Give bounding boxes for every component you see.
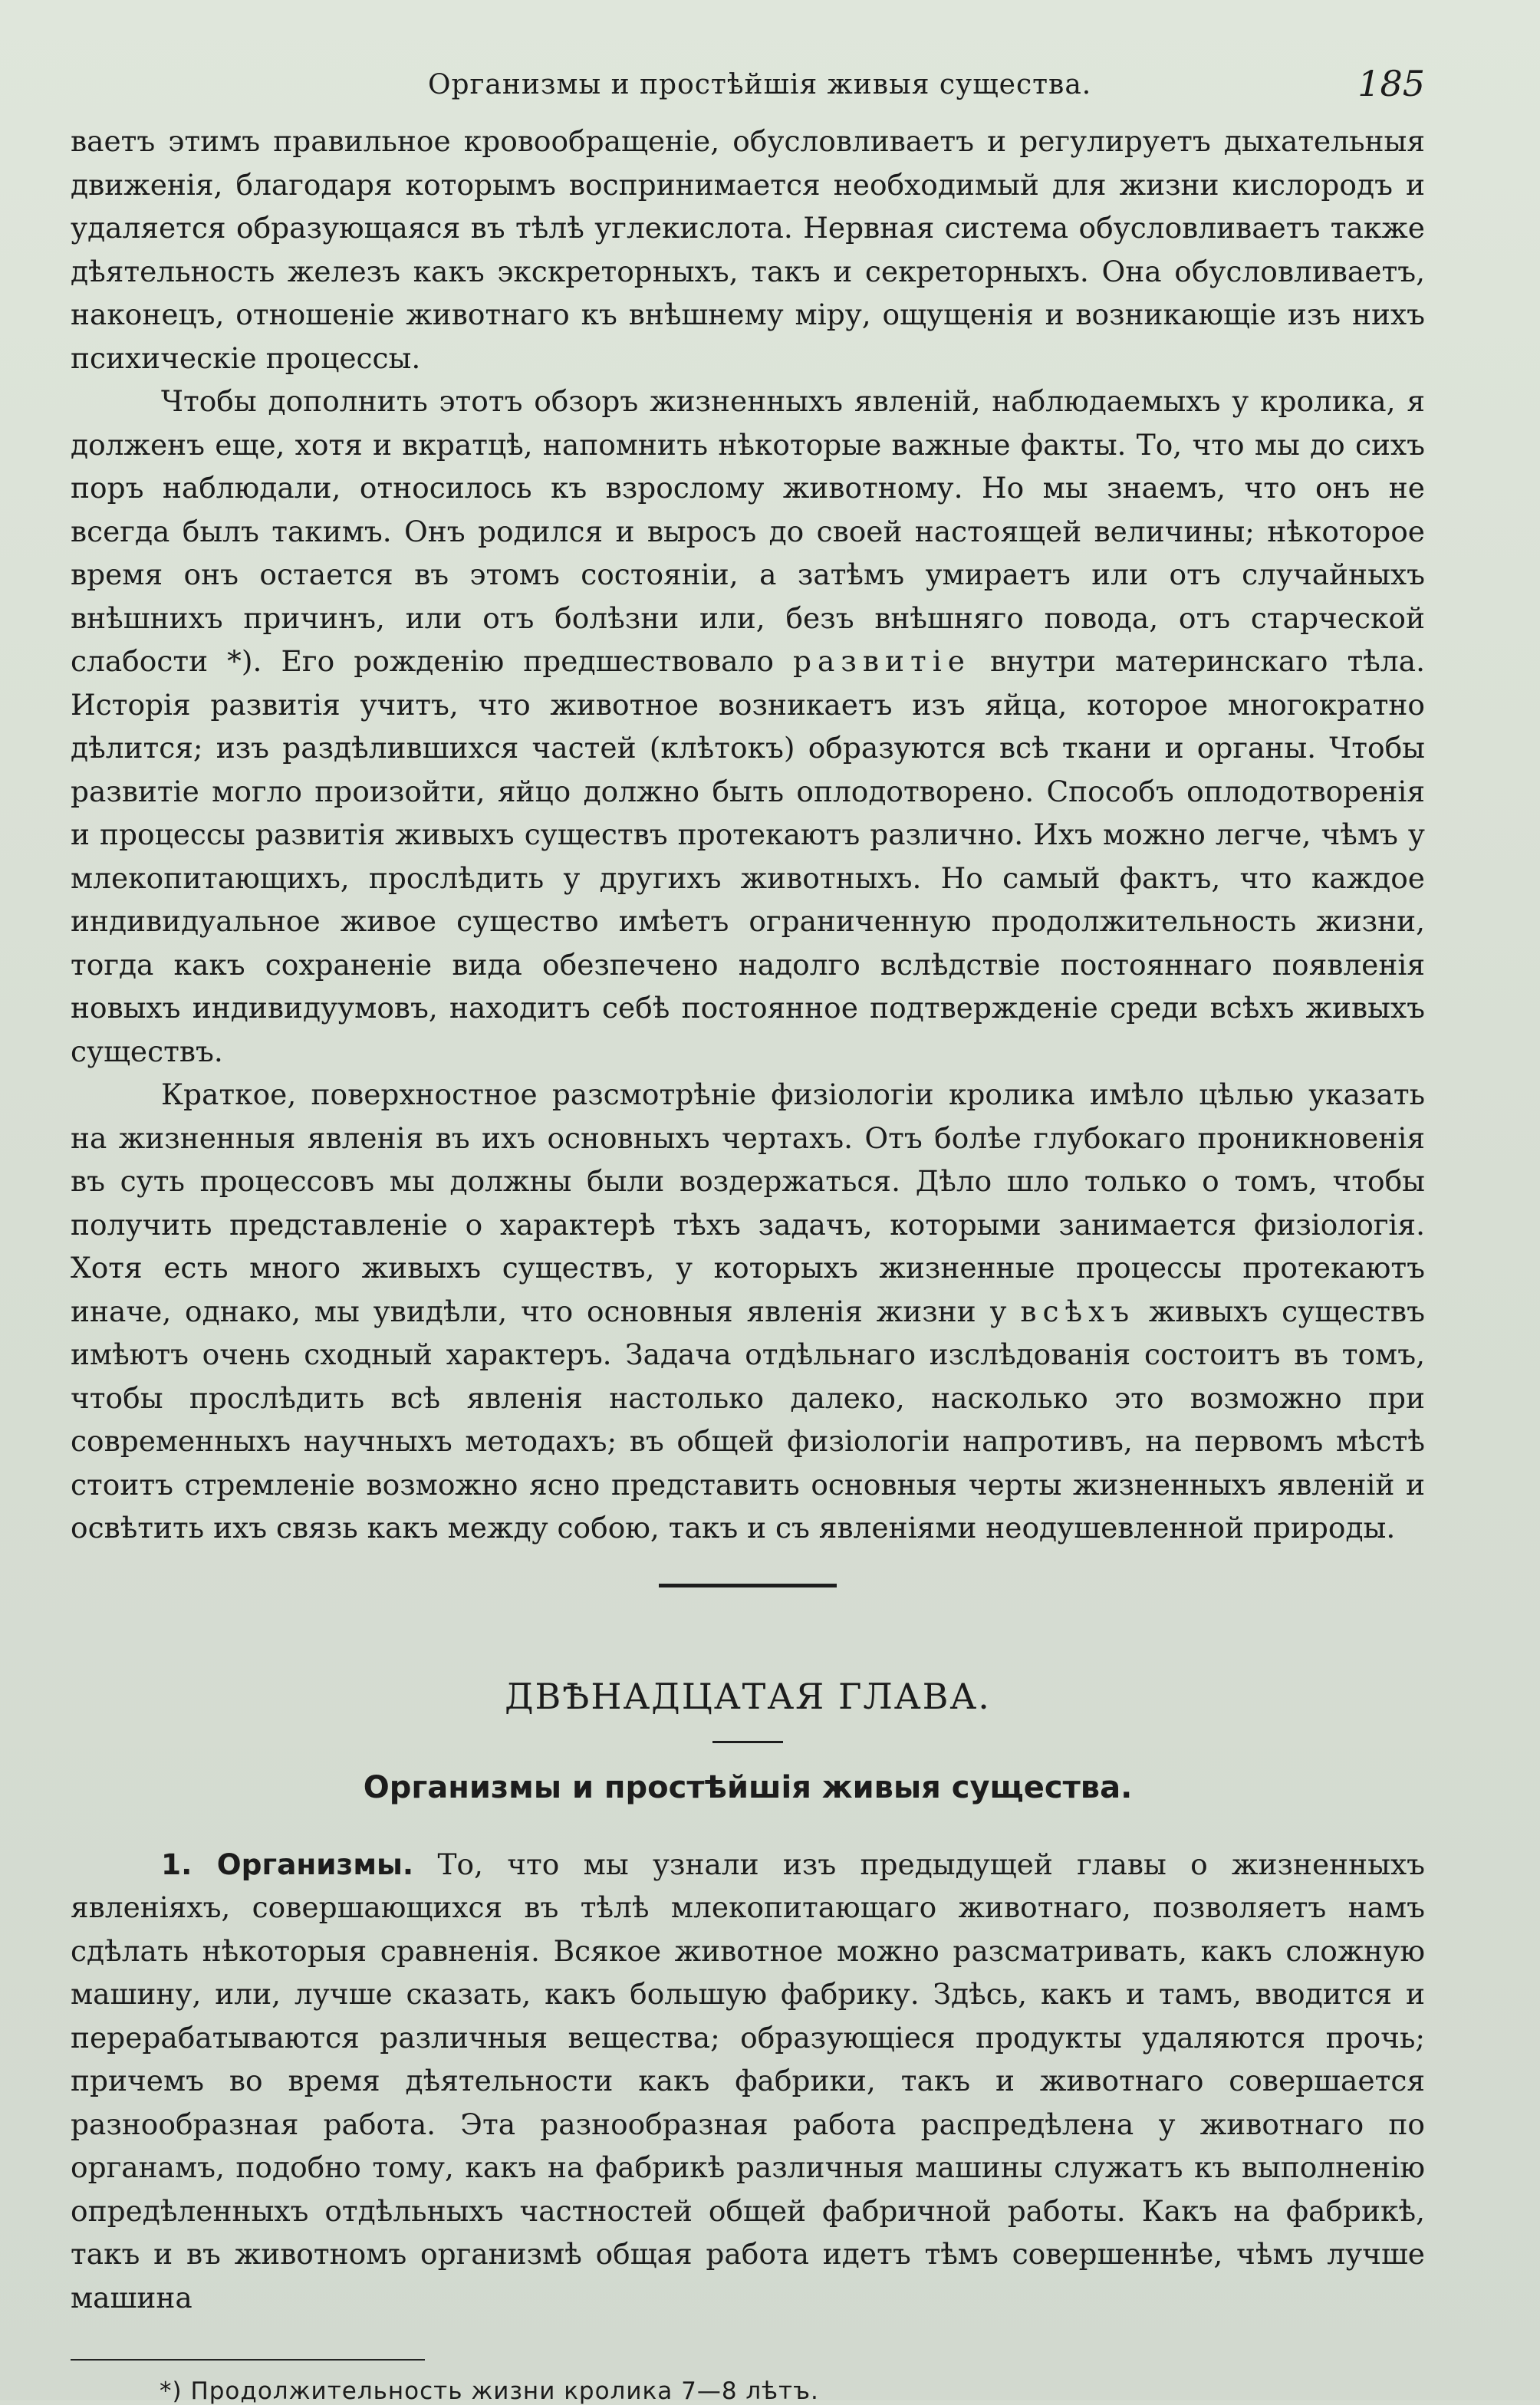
paragraph-2-part-1: Чтобы дополнить этотъ обзоръ жизненныхъ явленій, наблюдаемыхъ у кролика, я долженъ еще, хотя и вкратцѣ, напомнить нѣкоторые важные факты. То, что мы до сихъ поръ наблюдали, относилось къ взрослому животному. Но мы знаемъ, что онъ не всегда былъ такимъ. Онъ родился и выросъ до своей настоящей величины; нѣкоторое время онъ остается въ этомъ состояніи, а затѣмъ умираетъ или отъ случайныхъ внѣшнихъ причинъ, или отъ болѣзни или, безъ внѣшняго повода, отъ старческой слабости *). Его рожденію предшествовало xyxy=(71,384,1425,678)
running-header xyxy=(71,63,1425,117)
paragraph-3-part-1: Краткое, поверхностное разсмотрѣніе физіологіи кролика имѣло цѣлью указать на жизненныя явленія въ ихъ основныхъ чертахъ. Отъ болѣе глубокаго проникновенія въ суть процессовъ мы должны были воздержаться. Дѣло шло только о томъ, чтобы получить представленіе о характерѣ тѣхъ задачъ, которыми занимается физіологія. Хотя есть много живыхъ существъ, у которыхъ жизненные процессы протекаютъ иначе, однако, мы увидѣли, что основныя явленія жизни у xyxy=(71,1077,1425,1328)
footnote: *) Продолжительность жизни кролика 7—8 лѣтъ. xyxy=(160,2377,819,2405)
paragraph-2-part-2: внутри материнскаго тѣла. Исторія развитія учитъ, что животное возникаетъ изъ яйца, которое многократно дѣлится; изъ раздѣлившихся частей (клѣтокъ) образуются всѣ ткани и органы. Чтобы развитіе могло произойти, яйцо должно быть оплодотворено. Способъ оплодотворенія и процессы развитія живыхъ существъ протекаютъ различно. Ихъ можно легче, чѣмъ у млекопитающихъ, прослѣдить у другихъ животныхъ. Но самый фактъ, что каждое индивидуальное живое существо имѣетъ ограниченную продолжительность жизни, тогда какъ сохраненіе вида обезпечено надолго вслѣдствіе постояннаго появленія новыхъ индивидуумовъ, находитъ себѣ постоянное подтвержденіе среди всѣхъ живыхъ существъ. xyxy=(71,644,1425,1068)
page-number: 185 xyxy=(1357,63,1425,104)
emphasized-word-development: развитіе xyxy=(793,644,971,678)
section-divider xyxy=(659,1584,837,1587)
section-paragraph-text: То, что мы узнали изъ предыдущей главы о жизненныхъ явленіяхъ, совершающихся въ тѣлѣ млекопитающаго животнаго, позволяетъ намъ сдѣлать нѣкоторыя сравненія. Всякое животное можно разсматривать, какъ сложную машину, или, лучше сказать, какъ большую фабрику. Здѣсь, какъ и тамъ, вводится и перерабатываются различныя вещества; образующіеся продукты удаляются прочь; причемъ во время дѣятельности какъ фабрики, такъ и животнаго совершается разнообразная работа. Эта разнообразная работа распредѣлена у животнаго по органамъ, подобно тому, какъ на фабрикѣ различныя машины служатъ къ выполненію опредѣленныхъ отдѣльныхъ частностей общей фабричной работы. Какъ на фабрикѣ, такъ и въ животномъ организмѣ общая работа идетъ тѣмъ совершеннѣе, чѣмъ лучше машина xyxy=(71,1847,1426,2315)
section-title: Организмы и простѣйшія живыя существа. xyxy=(363,1769,1133,1805)
paragraph-1: ваетъ этимъ правильное кровообращеніе, обусловливаетъ и регулируетъ дыхательныя движенія, благодаря которымъ воспринимается необходимый для жизни кислородъ и удаляется образующаяся въ тѣлѣ углекислота. Нервная система обусловливаетъ также дѣятельность железъ какъ экскреторныхъ, такъ и секреторныхъ. Она обусловливаетъ, наконецъ, отношеніе животнаго къ внѣшнему міру, ощущенія и возникающіе изъ нихъ психическіе процессы. xyxy=(71,124,1425,375)
running-title: Организмы и простѣйшія живыя существа. xyxy=(428,69,1092,100)
paragraph-3 xyxy=(71,1073,1425,1550)
section-heading: 1. Организмы. xyxy=(161,1847,414,1881)
footnote-divider xyxy=(71,2359,425,2361)
paragraph-2 xyxy=(71,380,1425,1073)
body-text xyxy=(71,120,1425,1550)
paragraph-3-part-2: живыхъ существъ имѣютъ очень сходный характеръ. Задача отдѣльнаго изслѣдованія состоитъ въ томъ, чтобы прослѣдить всѣ явленія настолько далеко, насколько это возможно при современныхъ научныхъ методахъ; въ общей физіологіи напротивъ, на первомъ мѣстѣ стоитъ стремленіе возможно ясно представить основныя черты жизненныхъ явленій и освѣтить ихъ связь какъ между собою, такъ и съ явленіями неодушевленной природы. xyxy=(71,1294,1425,1545)
chapter-title: ДВѢНАДЦАТАЯ ГЛАВА. xyxy=(505,1675,991,1717)
section-paragraph xyxy=(71,1843,1425,2320)
chapter-divider xyxy=(712,1741,783,1743)
emphasized-word-all: всѣхъ xyxy=(1020,1294,1136,1328)
section-body xyxy=(71,1843,1425,2320)
